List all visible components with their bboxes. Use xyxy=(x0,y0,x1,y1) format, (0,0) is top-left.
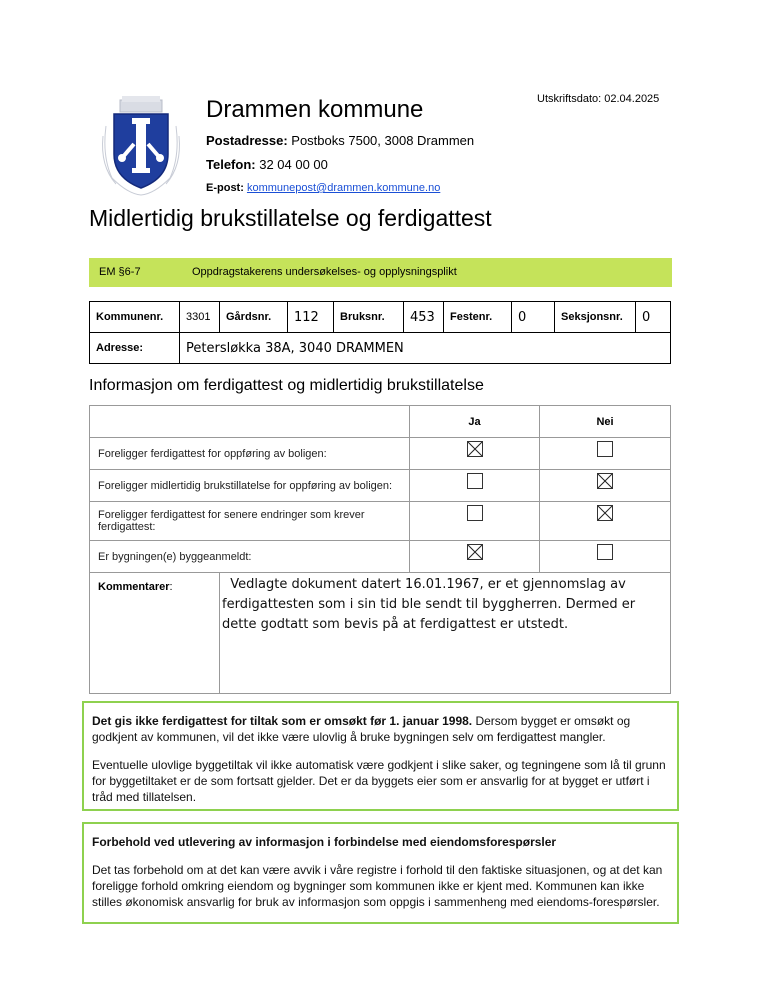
checkbox[interactable] xyxy=(467,505,483,521)
notice2-text: Det tas forbehold om at det kan være avvik i våre registre i forhold til den faktiske situasjonen, og at det kan foreligge forhold omkring eiendom og bygninger som kommunen ikke er kjent med. Kommunen kan ikke stilles økonomisk ansvarlig for bruk av informasjon som oppgis i sammenheng med eiendoms-forespørsler. xyxy=(92,863,663,909)
address-value: Petersløkka 38A, 3040 DRAMMEN xyxy=(180,333,671,364)
kommunenr-value: 3301 xyxy=(180,302,220,333)
checkbox[interactable] xyxy=(597,473,613,489)
festenr-value: 0 xyxy=(512,302,555,333)
gardsnr-value: 112 xyxy=(288,302,334,333)
checkbox[interactable] xyxy=(597,441,613,457)
notice1-text1: Dersom bygget er omsøkt og godkjent av kommunen, vil det ikke være ulovlig å bruke bygningen selv om ferdigattest mangler. xyxy=(92,714,631,744)
comments-label-text: Kommentarer xyxy=(98,581,170,593)
festenr-label: Festenr. xyxy=(444,302,512,333)
checkbox[interactable] xyxy=(467,441,483,457)
info-table xyxy=(89,405,671,694)
question-label: Foreligger midlertidig brukstillatelse for oppføring av boligen: xyxy=(90,470,410,502)
table-row xyxy=(90,470,671,502)
regulation-banner xyxy=(89,258,672,287)
checkbox[interactable] xyxy=(597,505,613,521)
notice2-title: Forbehold ved utlevering av informasjon i forbindelse med eiendomsforespørsler xyxy=(92,835,557,849)
comments-colon: : xyxy=(169,581,173,593)
question-label: Er bygningen(e) byggeanmeldt: xyxy=(90,541,410,573)
comments-text: Vedlagte dokument datert 16.01.1967, er et gjennomslag av ferdigattesten som i sin tid ble sendt til byggherren. Dermed er dette godtatt som bevis på at ferdigattest er utstedt. xyxy=(220,573,671,694)
municipal-crest-logo xyxy=(98,96,184,196)
print-date: Utskriftsdato: 02.04.2025 xyxy=(537,93,660,105)
org-name: Drammen kommune xyxy=(206,96,424,123)
postal-label: Postadresse: xyxy=(206,133,288,148)
table-row xyxy=(90,502,671,541)
checkmark-x-icon xyxy=(598,506,612,520)
checkmark-x-icon xyxy=(468,545,482,559)
checkmark-x-icon xyxy=(598,474,612,488)
notice-no-certificate xyxy=(82,701,679,811)
seksjonsnr-value: 0 xyxy=(636,302,671,333)
postal-value: Postboks 7500, 3008 Drammen xyxy=(291,133,475,148)
question-label: Foreligger ferdigattest for oppføring av boligen: xyxy=(90,438,410,470)
notice-reservation xyxy=(82,822,679,924)
notice1-text2: Eventuelle ulovlige byggetiltak vil ikke automatisk være godkjent i slike saker, og tegningene som lå til grunn for byggetiltaket er de som fortsatt gjelder. Det er da byggets eier som er ansvarlig for at bygget er utført i tråd med tillatelsen. xyxy=(92,758,666,804)
email-link[interactable]: kommunepost@drammen.kommune.no xyxy=(246,182,441,194)
address-label: Adresse: xyxy=(90,333,180,364)
col-yes-header: Ja xyxy=(410,406,540,438)
bruksnr-value: 453 xyxy=(404,302,444,333)
checkmark-x-icon xyxy=(468,442,482,456)
regulation-code: EM §6-7 xyxy=(99,266,141,278)
info-section-title: Informasjon om ferdigattest og midlertidig brukstillatelse xyxy=(89,377,484,394)
question-label: Foreligger ferdigattest for senere endringer som krever ferdigattest: xyxy=(90,502,410,541)
phone-value: 32 04 00 00 xyxy=(259,157,328,172)
notice1-bold: Det gis ikke ferdigattest for tiltak som er omsøkt før 1. januar 1998. xyxy=(92,714,473,728)
property-table xyxy=(89,301,671,364)
kommunenr-label: Kommunenr. xyxy=(90,302,180,333)
col-no-header: Nei xyxy=(540,406,671,438)
table-row xyxy=(90,438,671,470)
regulation-text: Oppdragstakerens undersøkelses- og opplysningsplikt xyxy=(192,266,457,278)
comments-label xyxy=(90,573,220,694)
email xyxy=(206,182,440,194)
checkbox[interactable] xyxy=(467,473,483,489)
postal-address xyxy=(206,133,474,148)
phone-label: Telefon: xyxy=(206,157,256,172)
table-row xyxy=(90,541,671,573)
checkbox[interactable] xyxy=(467,544,483,560)
gardsnr-label: Gårdsnr. xyxy=(220,302,288,333)
seksjonsnr-label: Seksjonsnr. xyxy=(555,302,636,333)
bruksnr-label: Bruksnr. xyxy=(334,302,404,333)
checkbox[interactable] xyxy=(597,544,613,560)
email-label: E-post: xyxy=(206,182,244,194)
phone xyxy=(206,157,328,172)
document-title: Midlertidig brukstillatelse og ferdigattest xyxy=(89,205,492,231)
